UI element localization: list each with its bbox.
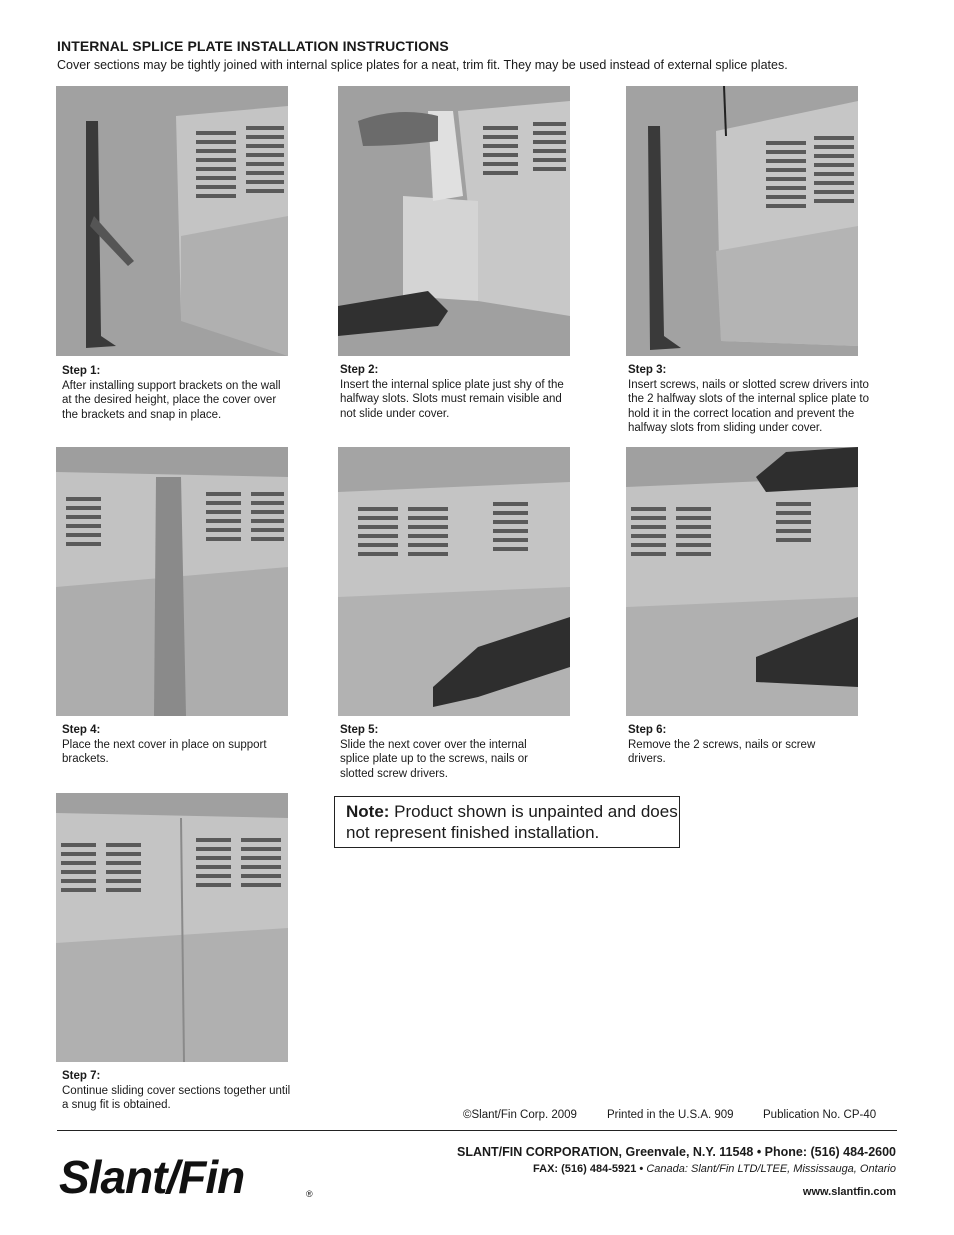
step-label: Step 7: <box>62 1070 101 1082</box>
step-2-caption <box>340 363 570 421</box>
printed-info: Printed in the U.S.A. 909 <box>607 1109 734 1121</box>
publication-number: Publication No. CP-40 <box>763 1109 877 1121</box>
step-label: Step 3: <box>628 364 667 376</box>
step-3-photo <box>626 86 858 356</box>
intro-text: Cover sections may be tightly joined with internal splice plates for a neat, trim fit. They may be used instead of external splice plates. <box>57 58 788 72</box>
step-label: Step 1: <box>62 365 101 377</box>
canada-info: Canada: Slant/Fin LTD/LTEE, Mississauga, Ontario <box>646 1163 896 1175</box>
step-5-photo <box>338 447 570 716</box>
step-4-caption <box>62 723 292 767</box>
step-text: Insert screws, nails or slotted screw drivers into the 2 halfway slots of the internal splice plate to hold it in the correct location and prevent the halfway slots from sliding under cover. <box>628 378 870 434</box>
step-text: Insert the internal splice plate just shy of the halfway slots. Slots must remain visible and not slide under cover. <box>340 378 564 420</box>
step-text: Slide the next cover over the internal splice plate up to the screws, nails or slotted screw drivers. <box>340 738 528 780</box>
step-2-photo <box>338 86 570 356</box>
step-3-caption <box>628 363 888 436</box>
step-1-photo <box>56 86 288 356</box>
note-box <box>334 796 680 848</box>
step-label: Step 5: <box>340 724 379 736</box>
corporation-line: SLANT/FIN CORPORATION, Greenvale, N.Y. 11548 • Phone: (516) 484-2600 <box>456 1145 896 1159</box>
step-text: After installing support brackets on the wall at the desired height, place the cover over the brackets and snap in place. <box>62 379 281 421</box>
step-text: Remove the 2 screws, nails or screw drivers. <box>628 738 816 765</box>
footer-divider <box>57 1130 897 1131</box>
logo-wordmark: Slant/Fin <box>59 1151 245 1203</box>
step-text: Place the next cover in place on support brackets. <box>62 738 267 765</box>
note-text: Product shown is unpainted and does not represent finished installation. <box>346 802 678 842</box>
fax-number: FAX: (516) 484-5921 • <box>533 1163 644 1175</box>
step-6-photo <box>626 447 858 716</box>
note-label: Note: <box>346 802 390 821</box>
website-link[interactable]: www.slantfin.com <box>802 1186 896 1198</box>
step-4-photo <box>56 447 288 716</box>
step-1-caption <box>62 364 292 422</box>
slantfin-logo <box>57 1140 317 1211</box>
copyright: ©Slant/Fin Corp. 2009 <box>463 1109 577 1121</box>
step-label: Step 4: <box>62 724 101 736</box>
step-label: Step 6: <box>628 724 667 736</box>
step-6-caption <box>628 723 848 767</box>
step-5-caption <box>340 723 555 781</box>
registered-mark: ® <box>306 1189 313 1199</box>
step-label: Step 2: <box>340 364 379 376</box>
step-7-caption <box>62 1069 292 1113</box>
step-7-photo <box>56 793 288 1062</box>
page-title: INTERNAL SPLICE PLATE INSTALLATION INSTRUCTIONS <box>57 38 449 54</box>
step-text: Continue sliding cover sections together until a snug fit is obtained. <box>62 1084 291 1111</box>
fax-line <box>533 1163 896 1175</box>
